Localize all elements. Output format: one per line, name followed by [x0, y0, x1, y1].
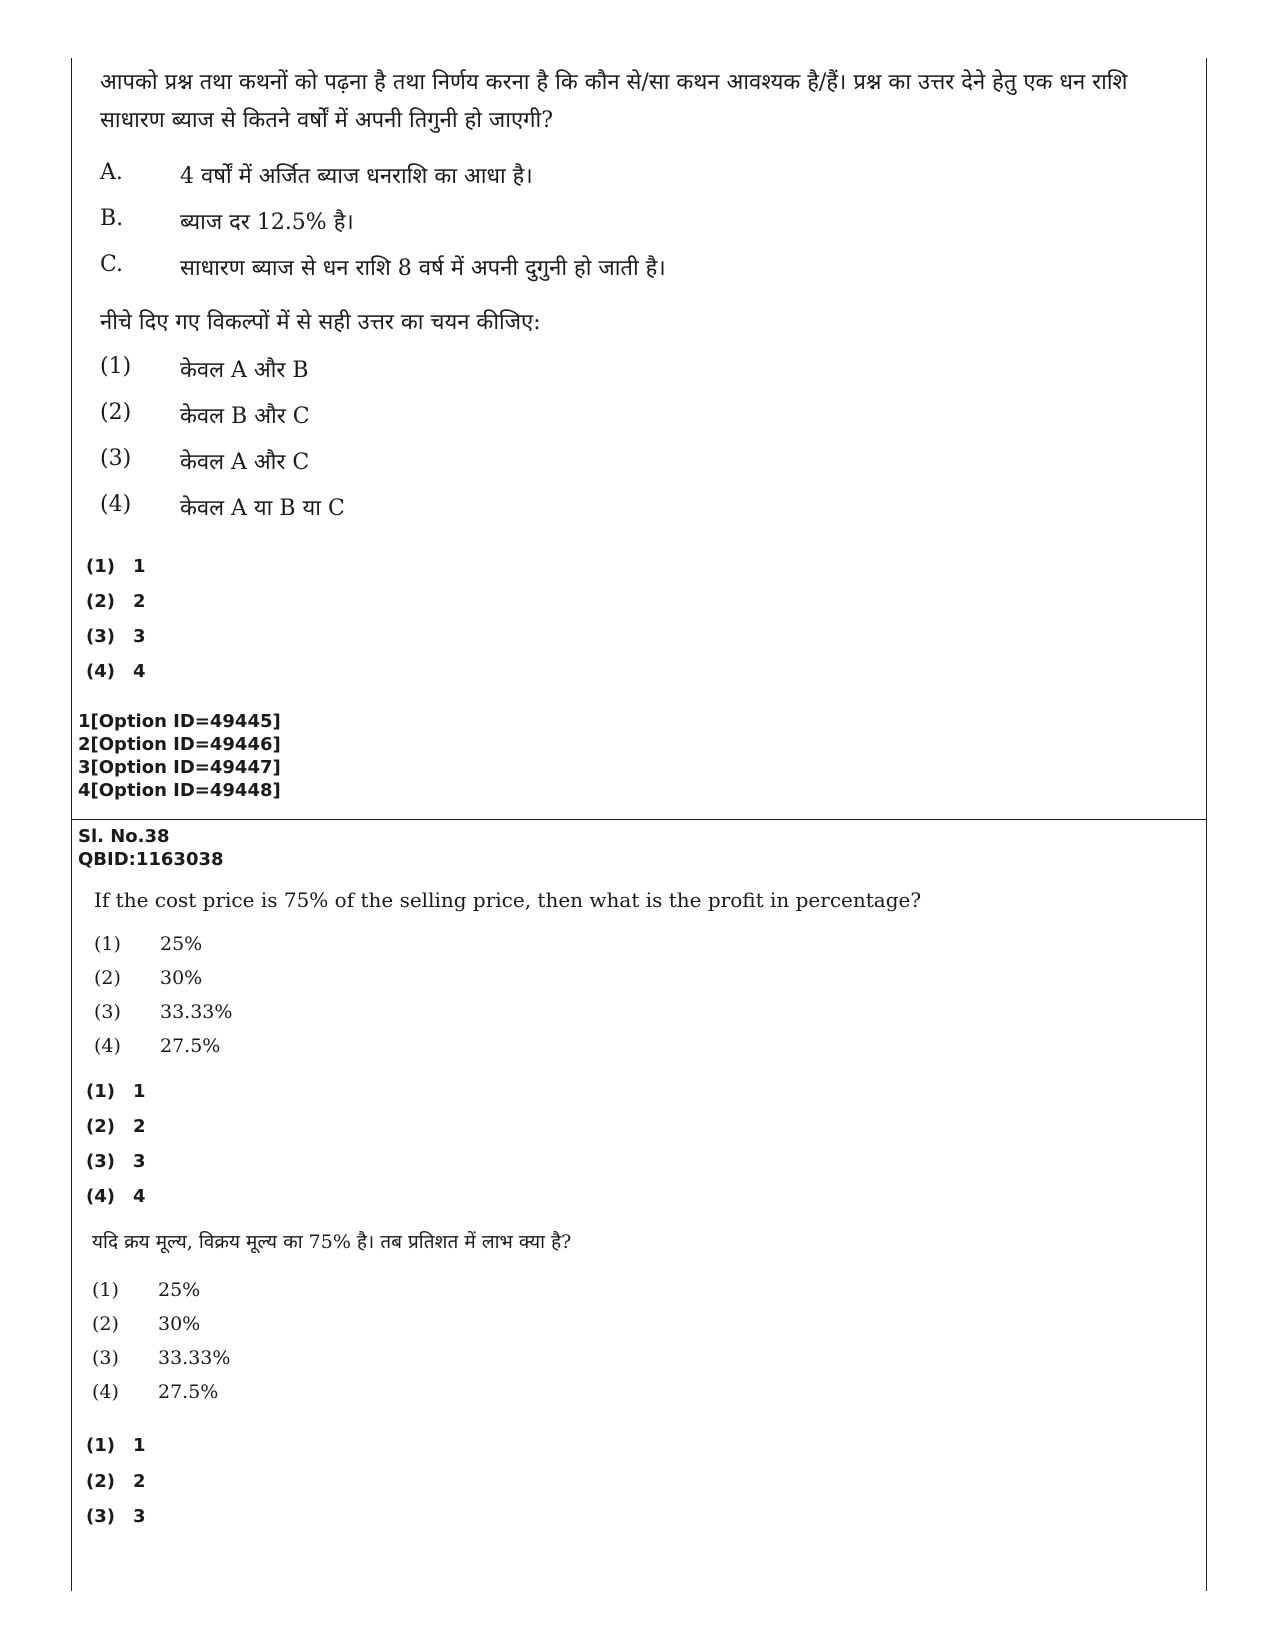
answer-label: (2) — [86, 1116, 115, 1137]
choice-text: 33.33% — [160, 1001, 233, 1023]
choice-text: केवल A और C — [180, 450, 310, 475]
choice-text: 25% — [160, 933, 203, 955]
answer-label: (4) — [86, 1186, 115, 1207]
answer-label: (3) — [86, 626, 115, 647]
answer-label: (2) — [86, 591, 115, 612]
choice-label: (1) — [94, 933, 121, 955]
statement-label: C. — [100, 252, 124, 277]
answer-value: 2 — [133, 1116, 146, 1137]
answer-value: 4 — [133, 661, 146, 682]
q38-serial-number: Sl. No.38 — [78, 826, 170, 847]
choice-label: (2) — [92, 1313, 119, 1335]
q38-answer-option-4[interactable] — [86, 1186, 146, 1207]
answer-value: 3 — [133, 1151, 146, 1172]
choice-text: केवल A या B या C — [180, 496, 345, 521]
q38-question-english: If the cost price is 75% of the selling price, then what is the profit in percentage? — [94, 888, 922, 912]
choice-label: (3) — [92, 1347, 119, 1369]
choice-text: 30% — [160, 967, 203, 989]
q38-qbid: QBID:1163038 — [78, 849, 224, 870]
statement-text: साधारण ब्याज से धन राशि 8 वर्ष में अपनी दुगुनी हो जाती है। — [180, 256, 666, 281]
answer-label: (4) — [86, 661, 115, 682]
answer-label: (2) — [86, 1471, 115, 1492]
q38-hi-answer-option-2[interactable] — [86, 1471, 146, 1492]
choice-label: (1) — [92, 1279, 119, 1301]
choice-label: (4) — [100, 492, 132, 517]
answer-value: 1 — [133, 556, 146, 577]
statement-label: B. — [100, 206, 124, 231]
answer-value: 1 — [133, 1435, 146, 1456]
q38-answer-option-2[interactable] — [86, 1116, 146, 1137]
choice-text: 30% — [158, 1313, 201, 1335]
q37-option-id-2: 2[Option ID=49446] — [78, 734, 281, 755]
q37-instruction: नीचे दिए गए विकल्पों में से सही उत्तर का चयन कीजिए: — [100, 310, 541, 335]
choice-label: (2) — [94, 967, 121, 989]
choice-label: (2) — [100, 400, 132, 425]
choice-text: केवल A और B — [180, 358, 309, 383]
q37-option-id-4: 4[Option ID=49448] — [78, 780, 281, 801]
choice-label: (4) — [92, 1381, 119, 1403]
choice-text: 33.33% — [158, 1347, 231, 1369]
q37-answer-option-3[interactable] — [86, 626, 146, 647]
q38-answer-option-1[interactable] — [86, 1081, 146, 1102]
choice-text: 27.5% — [158, 1381, 219, 1403]
q37-answer-option-4[interactable] — [86, 661, 146, 682]
answer-value: 3 — [133, 1506, 146, 1527]
choice-text: 25% — [158, 1279, 201, 1301]
q37-answer-option-2[interactable] — [86, 591, 146, 612]
statement-label: A. — [100, 160, 123, 185]
answer-value: 4 — [133, 1186, 146, 1207]
choice-label: (1) — [100, 354, 132, 379]
answer-value: 2 — [133, 1471, 146, 1492]
q37-option-id-1: 1[Option ID=49445] — [78, 711, 281, 732]
answer-label: (1) — [86, 1435, 115, 1456]
answer-label: (1) — [86, 556, 115, 577]
answer-label: (1) — [86, 1081, 115, 1102]
q38-question-hindi: यदि क्रय मूल्य, विक्रय मूल्य का 75% है। तब प्रतिशत में लाभ क्या है? — [92, 1231, 572, 1253]
q38-answer-option-3[interactable] — [86, 1151, 146, 1172]
answer-label: (3) — [86, 1506, 115, 1527]
question-divider — [71, 819, 1207, 820]
statement-text: ब्याज दर 12.5% है। — [180, 210, 354, 235]
statement-text: 4 वर्षों में अर्जित ब्याज धनराशि का आधा है। — [180, 164, 533, 189]
choice-text: 27.5% — [160, 1035, 221, 1057]
right-border — [1206, 58, 1207, 1591]
q38-hi-answer-option-1[interactable] — [86, 1435, 146, 1456]
choice-text: केवल B और C — [180, 404, 310, 429]
q37-answer-option-1[interactable] — [86, 556, 146, 577]
answer-value: 1 — [133, 1081, 146, 1102]
q37-option-id-3: 3[Option ID=49447] — [78, 757, 281, 778]
q37-question-text: आपको प्रश्न तथा कथनों को पढ़ना है तथा निर्णय करना है कि कौन से/सा कथन आवश्यक है/हैं। प्रश्न का उत्तर देने हेतु एक धन राशि साधारण ब्याज से कितने वर्षों में अपनी तिगुनी हो जाएगी? — [100, 70, 1128, 133]
choice-label: (3) — [100, 446, 132, 471]
left-border — [71, 58, 72, 1591]
answer-value: 2 — [133, 591, 146, 612]
choice-label: (4) — [94, 1035, 121, 1057]
q38-hi-answer-option-3[interactable] — [86, 1506, 146, 1527]
answer-label: (3) — [86, 1151, 115, 1172]
choice-label: (3) — [94, 1001, 121, 1023]
answer-value: 3 — [133, 626, 146, 647]
